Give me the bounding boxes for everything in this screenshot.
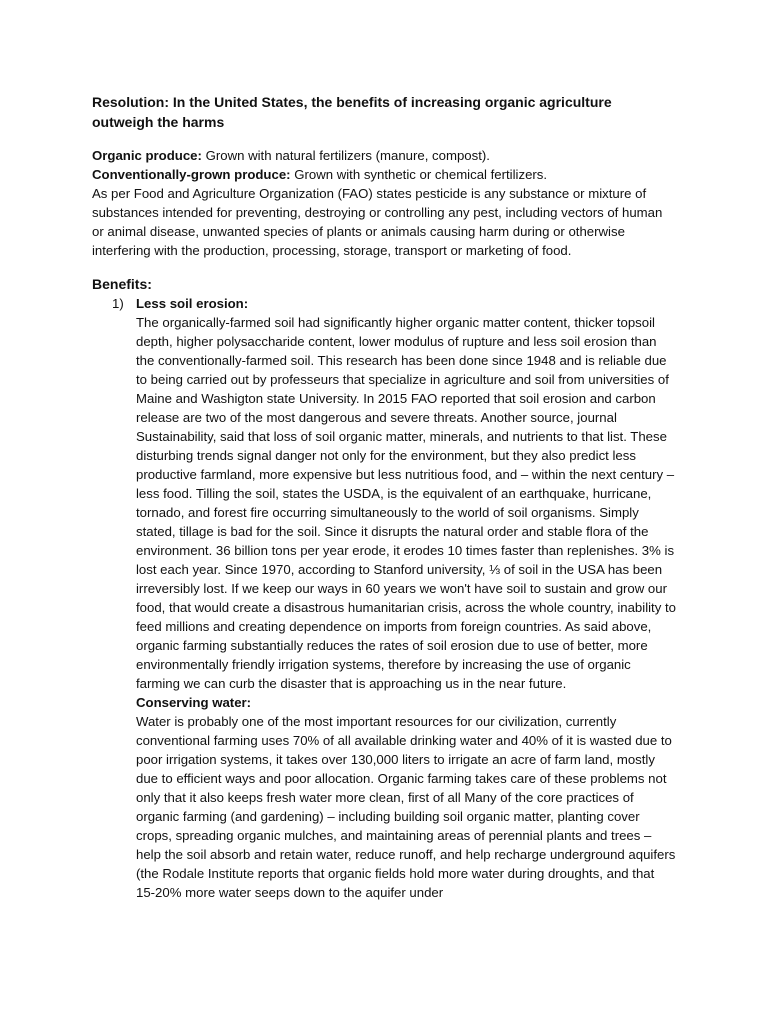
resolution-title: Resolution: In the United States, the benefits of increasing organic agriculture outweigh the harms xyxy=(92,94,612,130)
intro-paragraph: As per Food and Agriculture Organization (FAO) states pesticide is any substance or mixture of substances intended for preventing, destroying or controlling any pest, including vectors of human or animal disease, unwanted species of plants or animals causing harm during or otherwise interfering with the production, processing, storage, transport or marketing of food. xyxy=(92,186,663,258)
document-content xyxy=(92,92,676,902)
list-number: 1) xyxy=(112,296,124,311)
definition-conventional xyxy=(92,165,676,184)
definition-text: Grown with synthetic or chemical fertilizers. xyxy=(290,167,548,182)
benefit-item-1 xyxy=(92,294,676,693)
conserving-water-body: Water is probably one of the most important resources for our civilization, currently conventional farming uses 70% of all available drinking water and 40% of it is wasted due to poor irrigation systems, it takes over 130,000 liters to irrigate an acre of farm land, mostly due to efficient ways and poor allocation. Organic farming takes care of these problems not only that it also keeps fresh water more clean, first of all Many of the core practices of organic farming (and gardening) – including building soil organic matter, planting cover crops, spreading organic mulches, and maintaining areas of perennial plants and trees – help the soil absorb and retain water, reduce runoff, and help recharge underground aquifers (the Rodale Institute reports that organic fields hold more water during droughts, and that 15-20% more water seeps down to the aquifer under xyxy=(136,714,676,900)
definition-term: Conventionally-grown produce: xyxy=(92,167,291,182)
benefit-body: The organically-farmed soil had significantly higher organic matter content, thicker topsoil depth, higher polysaccharide content, lower modulus of rupture and less soil erosion than the conventionally-farmed soil. This research has been done since 1948 and is reliable due to being carried out by professeurs that specialize in agriculture and soil from universities of Maine and Washigton state University. In 2015 FAO reported that soil erosion and carbon release are two of the most dangerous and severe threats. Another source, journal Sustainability, said that loss of soil organic matter, minerals, and nutrients to that list. These disturbing trends signal danger not only for the environment, but they also predict less productive farmland, more expensive but less nutritious food, and – within the next century – less food. Tilling the soil, states the USDA, is the equivalent of an earthquake, hurricane, tornado, and forest fire occurring simultaneously to the world of soil organisms. Simply stated, tillage is bad for the soil. Since it disrupts the natural order and stable flora of the environment. 36 billion tons per year erode, it erodes 10 times faster than replenishes. 3% is lost each year. Since 1970, according to Stanford university, ⅓ of soil in the USA has been irreversibly lost. If we keep our ways in 60 years we won't have soil to sustain and grow our food, that would create a disastrous humanitarian crisis, across the whole country, inability to feed millions and creating dependence on imports from foreign countries. As said above, organic farming substantially reduces the rates of soil erosion due to use of better, more environmentally friendly irrigation systems, therefore by increasing the use of organic farming we can curb the disaster that is approaching us in the near future. xyxy=(136,315,676,691)
definition-term: Organic produce: xyxy=(92,148,202,163)
definition-text: Grown with natural fertilizers (manure, compost). xyxy=(201,148,490,163)
conserving-water-heading: Conserving water: xyxy=(136,695,252,710)
definition-organic xyxy=(92,146,676,165)
benefit-heading: Less soil erosion: xyxy=(136,296,249,311)
conserving-water-section xyxy=(92,693,676,902)
benefits-heading: Benefits: xyxy=(92,276,152,292)
